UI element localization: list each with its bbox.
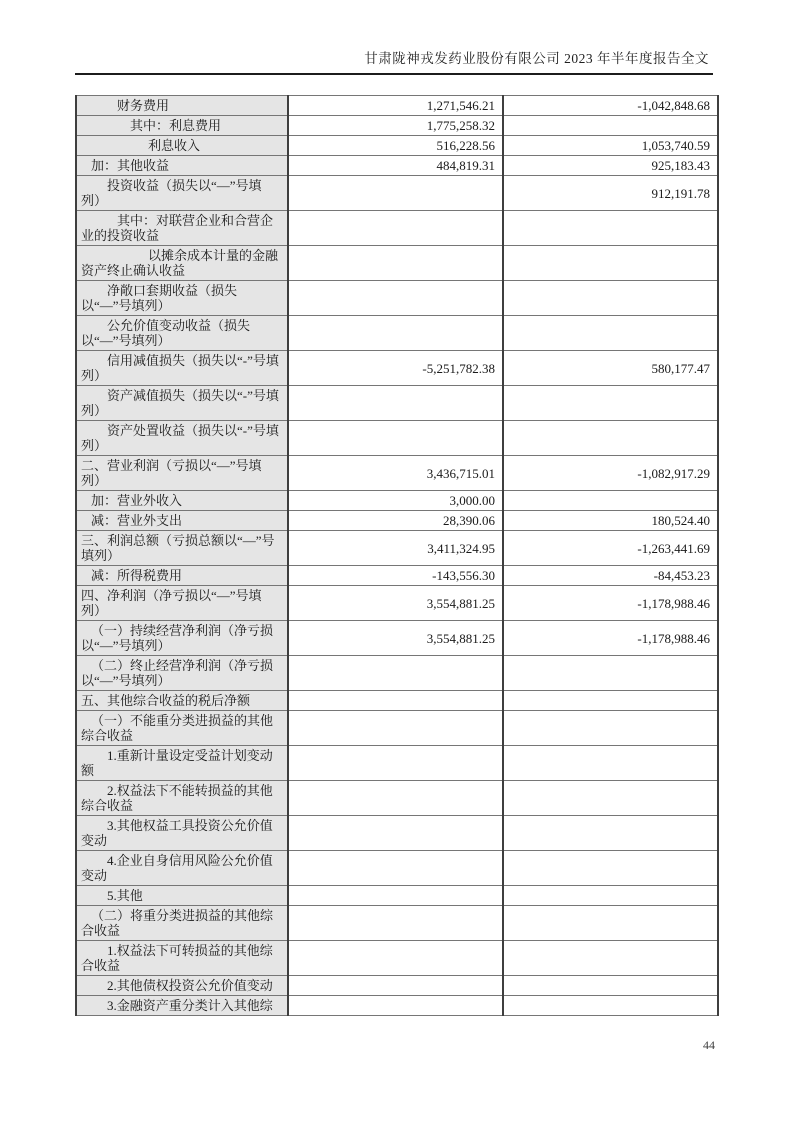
- table-row: [76, 906, 718, 941]
- current-period-cell: [288, 886, 503, 906]
- row-label: 三、利润总额（亏损总额以“—”号填列）: [81, 533, 275, 563]
- current-period-cell: [288, 851, 503, 886]
- current-period-cell: 1,775,258.32: [288, 116, 503, 136]
- row-label: 加：营业外收入: [91, 493, 183, 508]
- current-period-cell: [288, 246, 503, 281]
- row-label-cell: [76, 156, 288, 176]
- row-label-cell: [76, 136, 288, 156]
- table-row: [76, 316, 718, 351]
- row-label: 加：其他收益: [91, 158, 170, 173]
- row-label: 五、其他综合收益的税后净额: [81, 693, 251, 708]
- current-period-cell: [288, 906, 503, 941]
- row-label-cell: [76, 656, 288, 691]
- table-row: [76, 351, 718, 386]
- row-label-cell: [76, 511, 288, 531]
- row-label: 利息收入: [148, 138, 201, 153]
- table-row: [76, 136, 718, 156]
- prior-period-cell: [503, 976, 718, 996]
- prior-period-cell: [503, 491, 718, 511]
- page-content: [75, 0, 717, 1016]
- row-label-cell: [76, 851, 288, 886]
- row-label: （一）不能重分类进损益的其他综合收益: [81, 713, 274, 743]
- prior-period-cell: [503, 656, 718, 691]
- table-row: [76, 941, 718, 976]
- row-label: 净敞口套期收益（损失以“—”号填列）: [81, 283, 238, 313]
- current-period-cell: [288, 176, 503, 211]
- row-label: 资产减值损失（损失以“-”号填列）: [81, 388, 279, 418]
- table-row: [76, 976, 718, 996]
- current-period-cell: [288, 976, 503, 996]
- prior-period-cell: -1,178,988.46: [503, 586, 718, 621]
- table-row: [76, 421, 718, 456]
- prior-period-cell: 925,183.43: [503, 156, 718, 176]
- row-label: 投资收益（损失以“—”号填列）: [81, 178, 262, 208]
- row-label: 以摊余成本计量的金融资产终止确认收益: [81, 248, 279, 278]
- current-period-cell: 28,390.06: [288, 511, 503, 531]
- current-period-cell: [288, 421, 503, 456]
- row-label: 1.权益法下可转损益的其他综合收益: [81, 943, 273, 973]
- row-label-cell: [76, 421, 288, 456]
- row-label-cell: [76, 456, 288, 491]
- prior-period-cell: [503, 906, 718, 941]
- row-label: 其中：对联营企业和合营企业的投资收益: [81, 213, 274, 243]
- row-label: 减：所得税费用: [91, 568, 183, 583]
- row-label-cell: [76, 586, 288, 621]
- table-row: [76, 456, 718, 491]
- row-label-cell: [76, 621, 288, 656]
- current-period-cell: 1,271,546.21: [288, 96, 503, 116]
- prior-period-cell: -1,178,988.46: [503, 621, 718, 656]
- prior-period-cell: [503, 886, 718, 906]
- row-label-cell: [76, 116, 288, 136]
- row-label: 3.金融资产重分类计入其他综: [107, 998, 273, 1013]
- row-label-cell: [76, 176, 288, 211]
- current-period-cell: [288, 211, 503, 246]
- row-label: 二、营业利润（亏损以“—”号填列）: [81, 458, 262, 488]
- prior-period-cell: -1,263,441.69: [503, 531, 718, 566]
- current-period-cell: 3,411,324.95: [288, 531, 503, 566]
- row-label-cell: [76, 351, 288, 386]
- table-row: [76, 586, 718, 621]
- current-period-cell: -143,556.30: [288, 566, 503, 586]
- table-row: [76, 746, 718, 781]
- current-period-cell: [288, 941, 503, 976]
- table-row: [76, 566, 718, 586]
- table-row: [76, 781, 718, 816]
- prior-period-cell: 180,524.40: [503, 511, 718, 531]
- table-row: [76, 816, 718, 851]
- income-statement-table: [75, 95, 719, 1016]
- row-label-cell: [76, 906, 288, 941]
- table-row: [76, 531, 718, 566]
- row-label: 4.企业自身信用风险公允价值变动: [81, 853, 273, 883]
- row-label-cell: [76, 711, 288, 746]
- prior-period-cell: [503, 691, 718, 711]
- row-label-cell: [76, 886, 288, 906]
- table-row: [76, 691, 718, 711]
- current-period-cell: 484,819.31: [288, 156, 503, 176]
- prior-period-cell: [503, 711, 718, 746]
- current-period-cell: [288, 816, 503, 851]
- row-label: 2.其他债权投资公允价值变动: [107, 978, 273, 993]
- row-label-cell: [76, 281, 288, 316]
- current-period-cell: [288, 316, 503, 351]
- row-label-cell: [76, 941, 288, 976]
- row-label: （一）持续经营净利润（净亏损以“—”号填列）: [81, 623, 274, 653]
- table-row: [76, 246, 718, 281]
- page-number: 44: [703, 1038, 715, 1052]
- row-label: 财务费用: [117, 98, 170, 113]
- prior-period-cell: [503, 746, 718, 781]
- row-label-cell: [76, 491, 288, 511]
- row-label: （二）将重分类进损益的其他综合收益: [81, 908, 274, 938]
- table-row: [76, 156, 718, 176]
- row-label: 公允价值变动收益（损失以“—”号填列）: [81, 318, 251, 348]
- table-row: [76, 511, 718, 531]
- current-period-cell: [288, 711, 503, 746]
- table-row: [76, 211, 718, 246]
- table-row: [76, 621, 718, 656]
- current-period-cell: [288, 281, 503, 316]
- row-label-cell: [76, 976, 288, 996]
- prior-period-cell: 1,053,740.59: [503, 136, 718, 156]
- prior-period-cell: [503, 246, 718, 281]
- table-row: [76, 281, 718, 316]
- current-period-cell: [288, 996, 503, 1016]
- row-label-cell: [76, 566, 288, 586]
- table-row: [76, 711, 718, 746]
- current-period-cell: 3,554,881.25: [288, 586, 503, 621]
- row-label-cell: [76, 746, 288, 781]
- report-header-title: 甘肃陇神戎发药业股份有限公司 2023 年半年度报告全文: [75, 50, 713, 75]
- table-row: [76, 116, 718, 136]
- table-row: [76, 491, 718, 511]
- current-period-cell: -5,251,782.38: [288, 351, 503, 386]
- prior-period-cell: [503, 781, 718, 816]
- row-label: 2.权益法下不能转损益的其他综合收益: [81, 783, 273, 813]
- prior-period-cell: 912,191.78: [503, 176, 718, 211]
- prior-period-cell: [503, 816, 718, 851]
- table-row: [76, 176, 718, 211]
- current-period-cell: [288, 781, 503, 816]
- current-period-cell: [288, 656, 503, 691]
- row-label: 资产处置收益（损失以“-”号填列）: [81, 423, 279, 453]
- prior-period-cell: [503, 281, 718, 316]
- current-period-cell: 3,000.00: [288, 491, 503, 511]
- prior-period-cell: [503, 851, 718, 886]
- table-row: [76, 851, 718, 886]
- table-row: [76, 886, 718, 906]
- prior-period-cell: [503, 211, 718, 246]
- prior-period-cell: [503, 941, 718, 976]
- prior-period-cell: [503, 996, 718, 1016]
- prior-period-cell: [503, 386, 718, 421]
- row-label: （二）终止经营净利润（净亏损以“—”号填列）: [81, 658, 274, 688]
- row-label-cell: [76, 386, 288, 421]
- table-row: [76, 96, 718, 116]
- row-label-cell: [76, 316, 288, 351]
- current-period-cell: [288, 746, 503, 781]
- row-label: 四、净利润（净亏损以“—”号填列）: [81, 588, 262, 618]
- row-label: 减：营业外支出: [91, 513, 183, 528]
- income-statement-body: [76, 96, 718, 1016]
- row-label: 1.重新计量设定受益计划变动额: [81, 748, 273, 778]
- row-label-cell: [76, 781, 288, 816]
- current-period-cell: 3,436,715.01: [288, 456, 503, 491]
- table-row: [76, 386, 718, 421]
- prior-period-cell: [503, 316, 718, 351]
- prior-period-cell: -84,453.23: [503, 566, 718, 586]
- prior-period-cell: -1,042,848.68: [503, 96, 718, 116]
- prior-period-cell: 580,177.47: [503, 351, 718, 386]
- table-row: [76, 996, 718, 1016]
- row-label: 3.其他权益工具投资公允价值变动: [81, 818, 273, 848]
- prior-period-cell: [503, 421, 718, 456]
- current-period-cell: 516,228.56: [288, 136, 503, 156]
- row-label-cell: [76, 246, 288, 281]
- current-period-cell: [288, 386, 503, 421]
- row-label-cell: [76, 816, 288, 851]
- row-label: 5.其他: [107, 888, 143, 903]
- table-row: [76, 656, 718, 691]
- current-period-cell: [288, 691, 503, 711]
- current-period-cell: 3,554,881.25: [288, 621, 503, 656]
- prior-period-cell: -1,082,917.29: [503, 456, 718, 491]
- row-label: 信用减值损失（损失以“-”号填列）: [81, 353, 279, 383]
- row-label-cell: [76, 691, 288, 711]
- row-label-cell: [76, 996, 288, 1016]
- row-label: 其中：利息费用: [130, 118, 222, 133]
- row-label-cell: [76, 531, 288, 566]
- row-label-cell: [76, 211, 288, 246]
- prior-period-cell: [503, 116, 718, 136]
- row-label-cell: [76, 96, 288, 116]
